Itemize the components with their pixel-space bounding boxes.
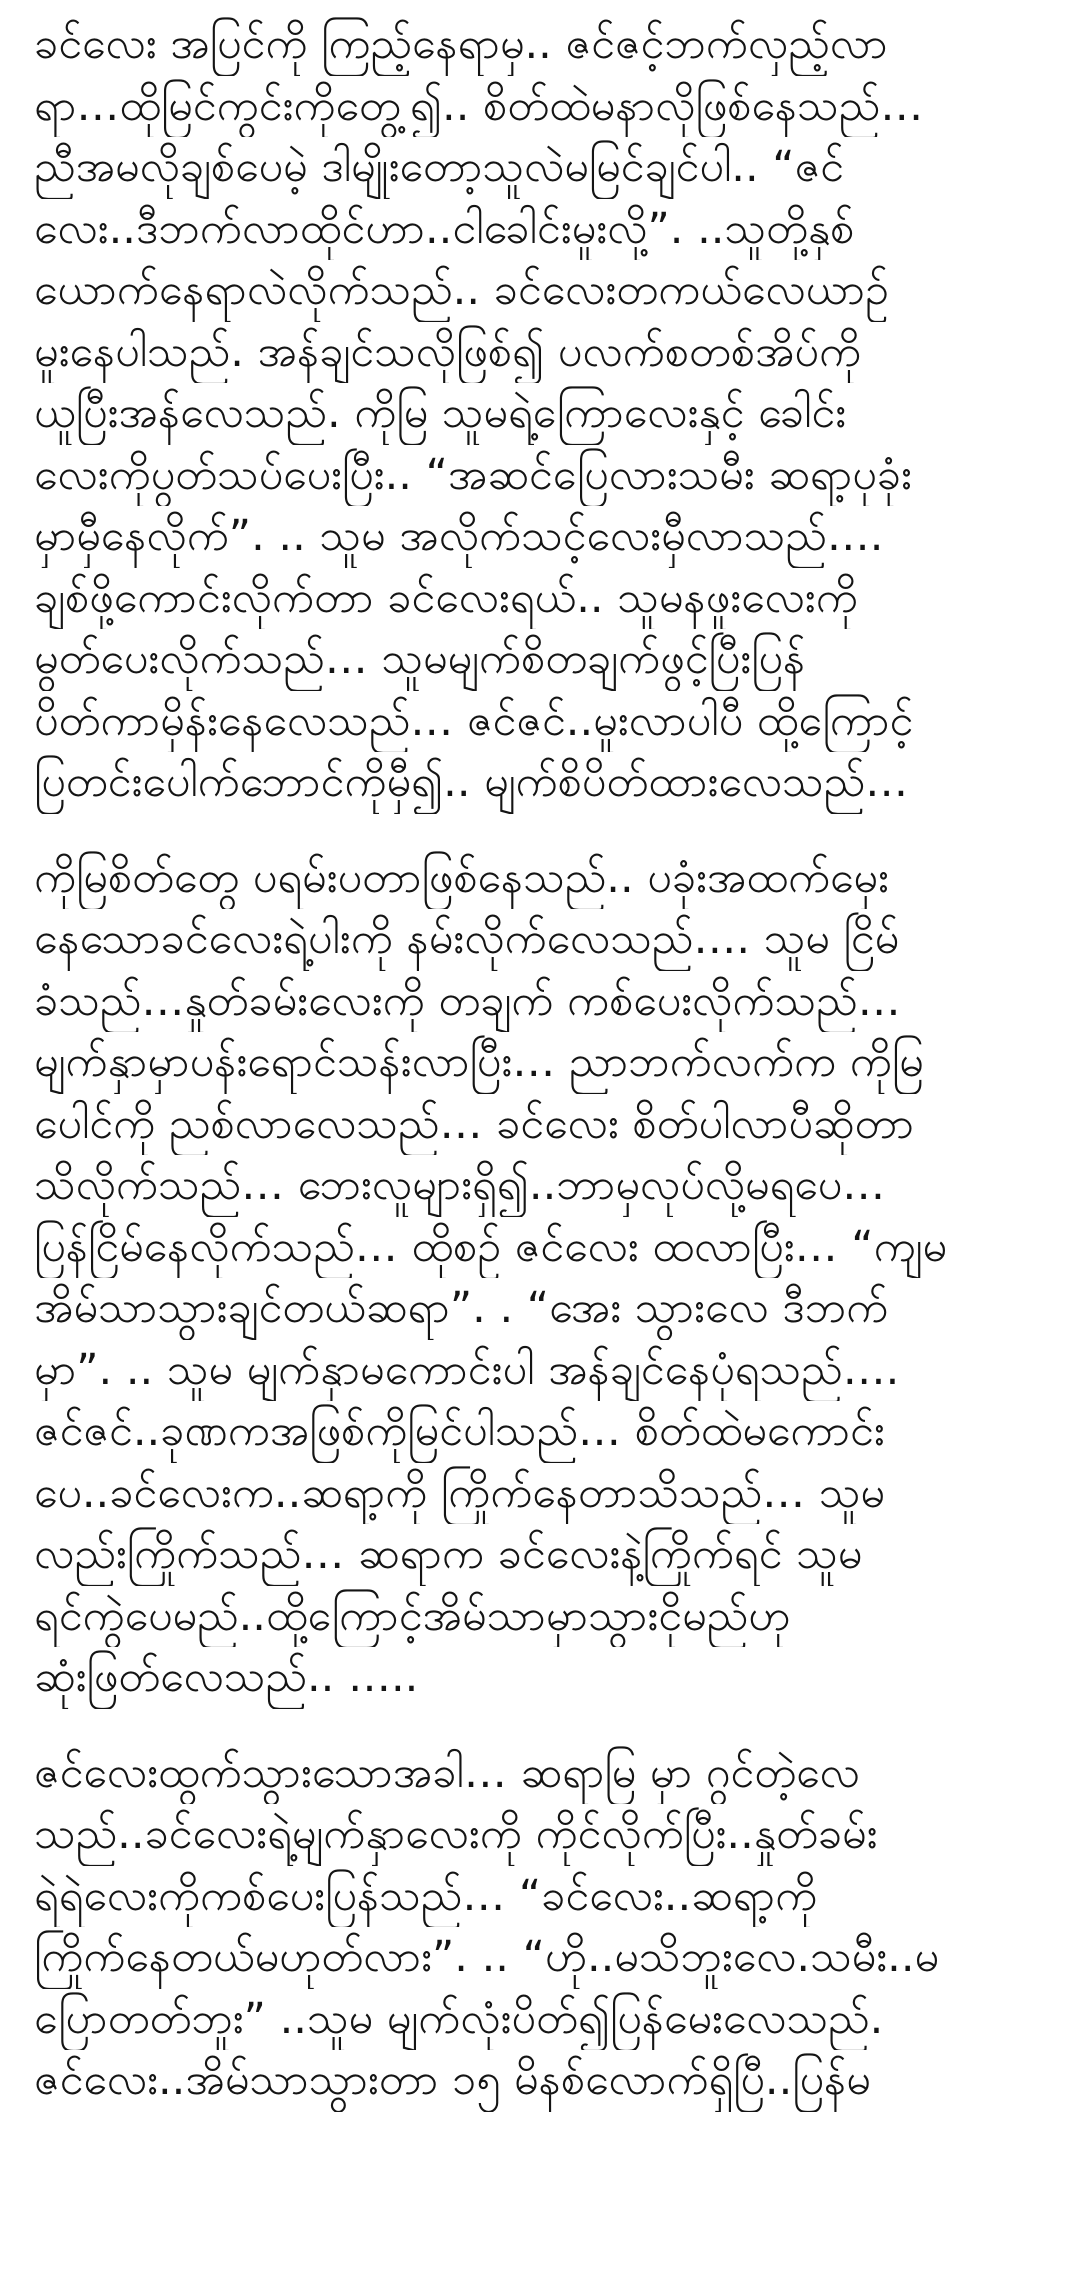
text-line: ရဲရဲလေးကိုကစ်ပေးပြန်သည်… “ခင်လေး..ဆရာ့ကို — [34, 1870, 818, 1921]
text-line: ကြိုက်နေတယ်မဟုတ်လား”. .. “ဟို..မသိဘူးလေ.သမီး..မ — [34, 1932, 940, 1982]
text-line: နေသောခင်လေးရဲ့ပါးကို နမ်းလိုက်လေသည်…. သူမ ငြိမ် — [34, 914, 900, 964]
text-line: ဇင်လေးထွက်သွားသောအခါ… ဆရာမြ မှာ ဂွင်တဲ့လေ — [34, 1747, 860, 1798]
text-line: ဇင်လေး..အိမ်သာသွားတာ ၁၅ မိနစ်လောက်ရှိပြီ..ပြန်မ — [34, 2055, 871, 2105]
text-line: ခံသည်…နှုတ်ခမ်းလေးကို တချက် ကစ်ပေးလိုက်သည်… — [34, 975, 901, 1026]
text-line: ပေါင်ကို ညစ်လာလေသည်… ခင်လေး စိတ်ပါလာပီဆိုတာ — [34, 1098, 915, 1149]
text-line: လေးကိုပွတ်သပ်ပေးပြီး.. “အဆင်ပြေလားသမီး ဆရာ့ပုခုံး — [34, 449, 912, 500]
text-line: ယောက်နေရာလဲလိုက်သည်.. ခင်လေးတကယ်လေယာဉ် — [34, 265, 889, 315]
text-line: အိမ်သာသွားချင်တယ်ဆရာ”. . “အေး သွားလေ ဒီဘက် — [34, 1283, 889, 1333]
text-line: ရာ…ထိုမြင်ကွင်းကိုတွေ့၍.. စိတ်ထဲမနာလိုဖြစ်နေသည်… — [34, 80, 924, 131]
text-line: ဇင်ဇင်..ခုဏကအဖြစ်ကိုမြင်ပါသည်… စိတ်ထဲမကောင်း — [34, 1406, 885, 1456]
text-line: သည်..ခင်လေးရဲ့မျက်နှာလေးကို ကိုင်လိုက်ပြီး..နှုတ်ခမ်း — [34, 1809, 878, 1859]
text-line: ပိတ်ကာမှိန်းနေလေသည်… ဇင်ဇင်..မူးလာပါပီ ထို့ကြောင့် — [34, 695, 914, 746]
text-line: မျက်နှာမှာပန်းရောင်သန်းလာပြီး… ညာဘက်လက်က ကိုမြ — [34, 1037, 924, 1087]
text-line: မှာမှီနေလိုက်”. .. သူမ အလိုက်သင့်လေးမှီလာသည်…. — [34, 511, 884, 561]
text-line: ရင်ကွဲပေမည်..ထို့ကြောင့်အိမ်သာမှာသွားငိုမည်ဟု — [34, 1590, 791, 1641]
text-line: မှာ”. .. သူမ မျက်နှာမကောင်းပါ အန်ချင်နေပုံရသည်…. — [34, 1344, 900, 1395]
text-line: လည်းကြိုက်သည်… ဆရာက ခင်လေးနဲ့ကြိုက်ရင် သူမ — [34, 1529, 863, 1579]
paragraph-2 — [34, 848, 1046, 1709]
text-line: ဆုံးဖြတ်လေသည်.. ….. — [34, 1652, 419, 1702]
text-line: ညီအမလိုချစ်ပေမဲ့ ဒါမျိုးတော့သူလဲမမြင်ချင်ပါ.. “ဇင် — [34, 142, 845, 192]
text-line: ပြတင်းပေါက်ဘောင်ကိုမှီ၍.. မျက်စိပိတ်ထားလေသည်… — [34, 757, 909, 807]
text-line: ယူပြီးအန်လေသည်. ကိုမြ သူမရဲ့ကြောလေးနှင့် ခေါင်း — [34, 388, 847, 438]
text-line: ပေ..ခင်လေးက..ဆရာ့ကို ကြိုက်နေတာသိသည်… သူမ — [34, 1467, 885, 1518]
text-line: မွတ်ပေးလိုက်သည်… သူမမျက်စိတချက်ဖွင့်ပြီးပြန် — [34, 634, 806, 684]
text-line: ကိုမြစိတ်တွေ ပရမ်းပတာဖြစ်နေသည်.. ပခုံးအထက်မှေး — [34, 852, 889, 903]
text-line: ပြောတတ်ဘူး” ..သူမ မျက်လုံးပိတ်၍ပြန်မေးလေသည်. — [34, 1993, 884, 2044]
paragraph-1 — [34, 14, 1046, 814]
text-line: သိလိုက်သည်… ဘေးလူများရှိ၍..ဘာမှလုပ်လို့မရပေ… — [34, 1160, 886, 1210]
paragraph-3 — [34, 1743, 1046, 2112]
text-line: ခင်လေး အပြင်ကို ကြည့်နေရာမှ.. ဇင်ဇင့်ဘက်လှည့်လာ — [34, 19, 888, 69]
text-line: မူးနေပါသည်. အန်ချင်သလိုဖြစ်၍ ပလက်စတစ်အိပ်ကို — [34, 326, 862, 377]
text-line: လေး..ဒီဘက်လာထိုင်ဟာ..ငါခေါင်းမူးလို့”. ..သူတို့နှစ် — [34, 203, 855, 254]
text-line: ချစ်ဖို့ကောင်းလိုက်တာ ခင်လေးရယ်.. သူမနဖူးလေးကို — [34, 572, 858, 623]
text-line: ပြန်ငြိမ်နေလိုက်သည်… ထိုစဉ် ဇင်လေး ထလာပြီး… “ကျမ — [34, 1221, 948, 1272]
